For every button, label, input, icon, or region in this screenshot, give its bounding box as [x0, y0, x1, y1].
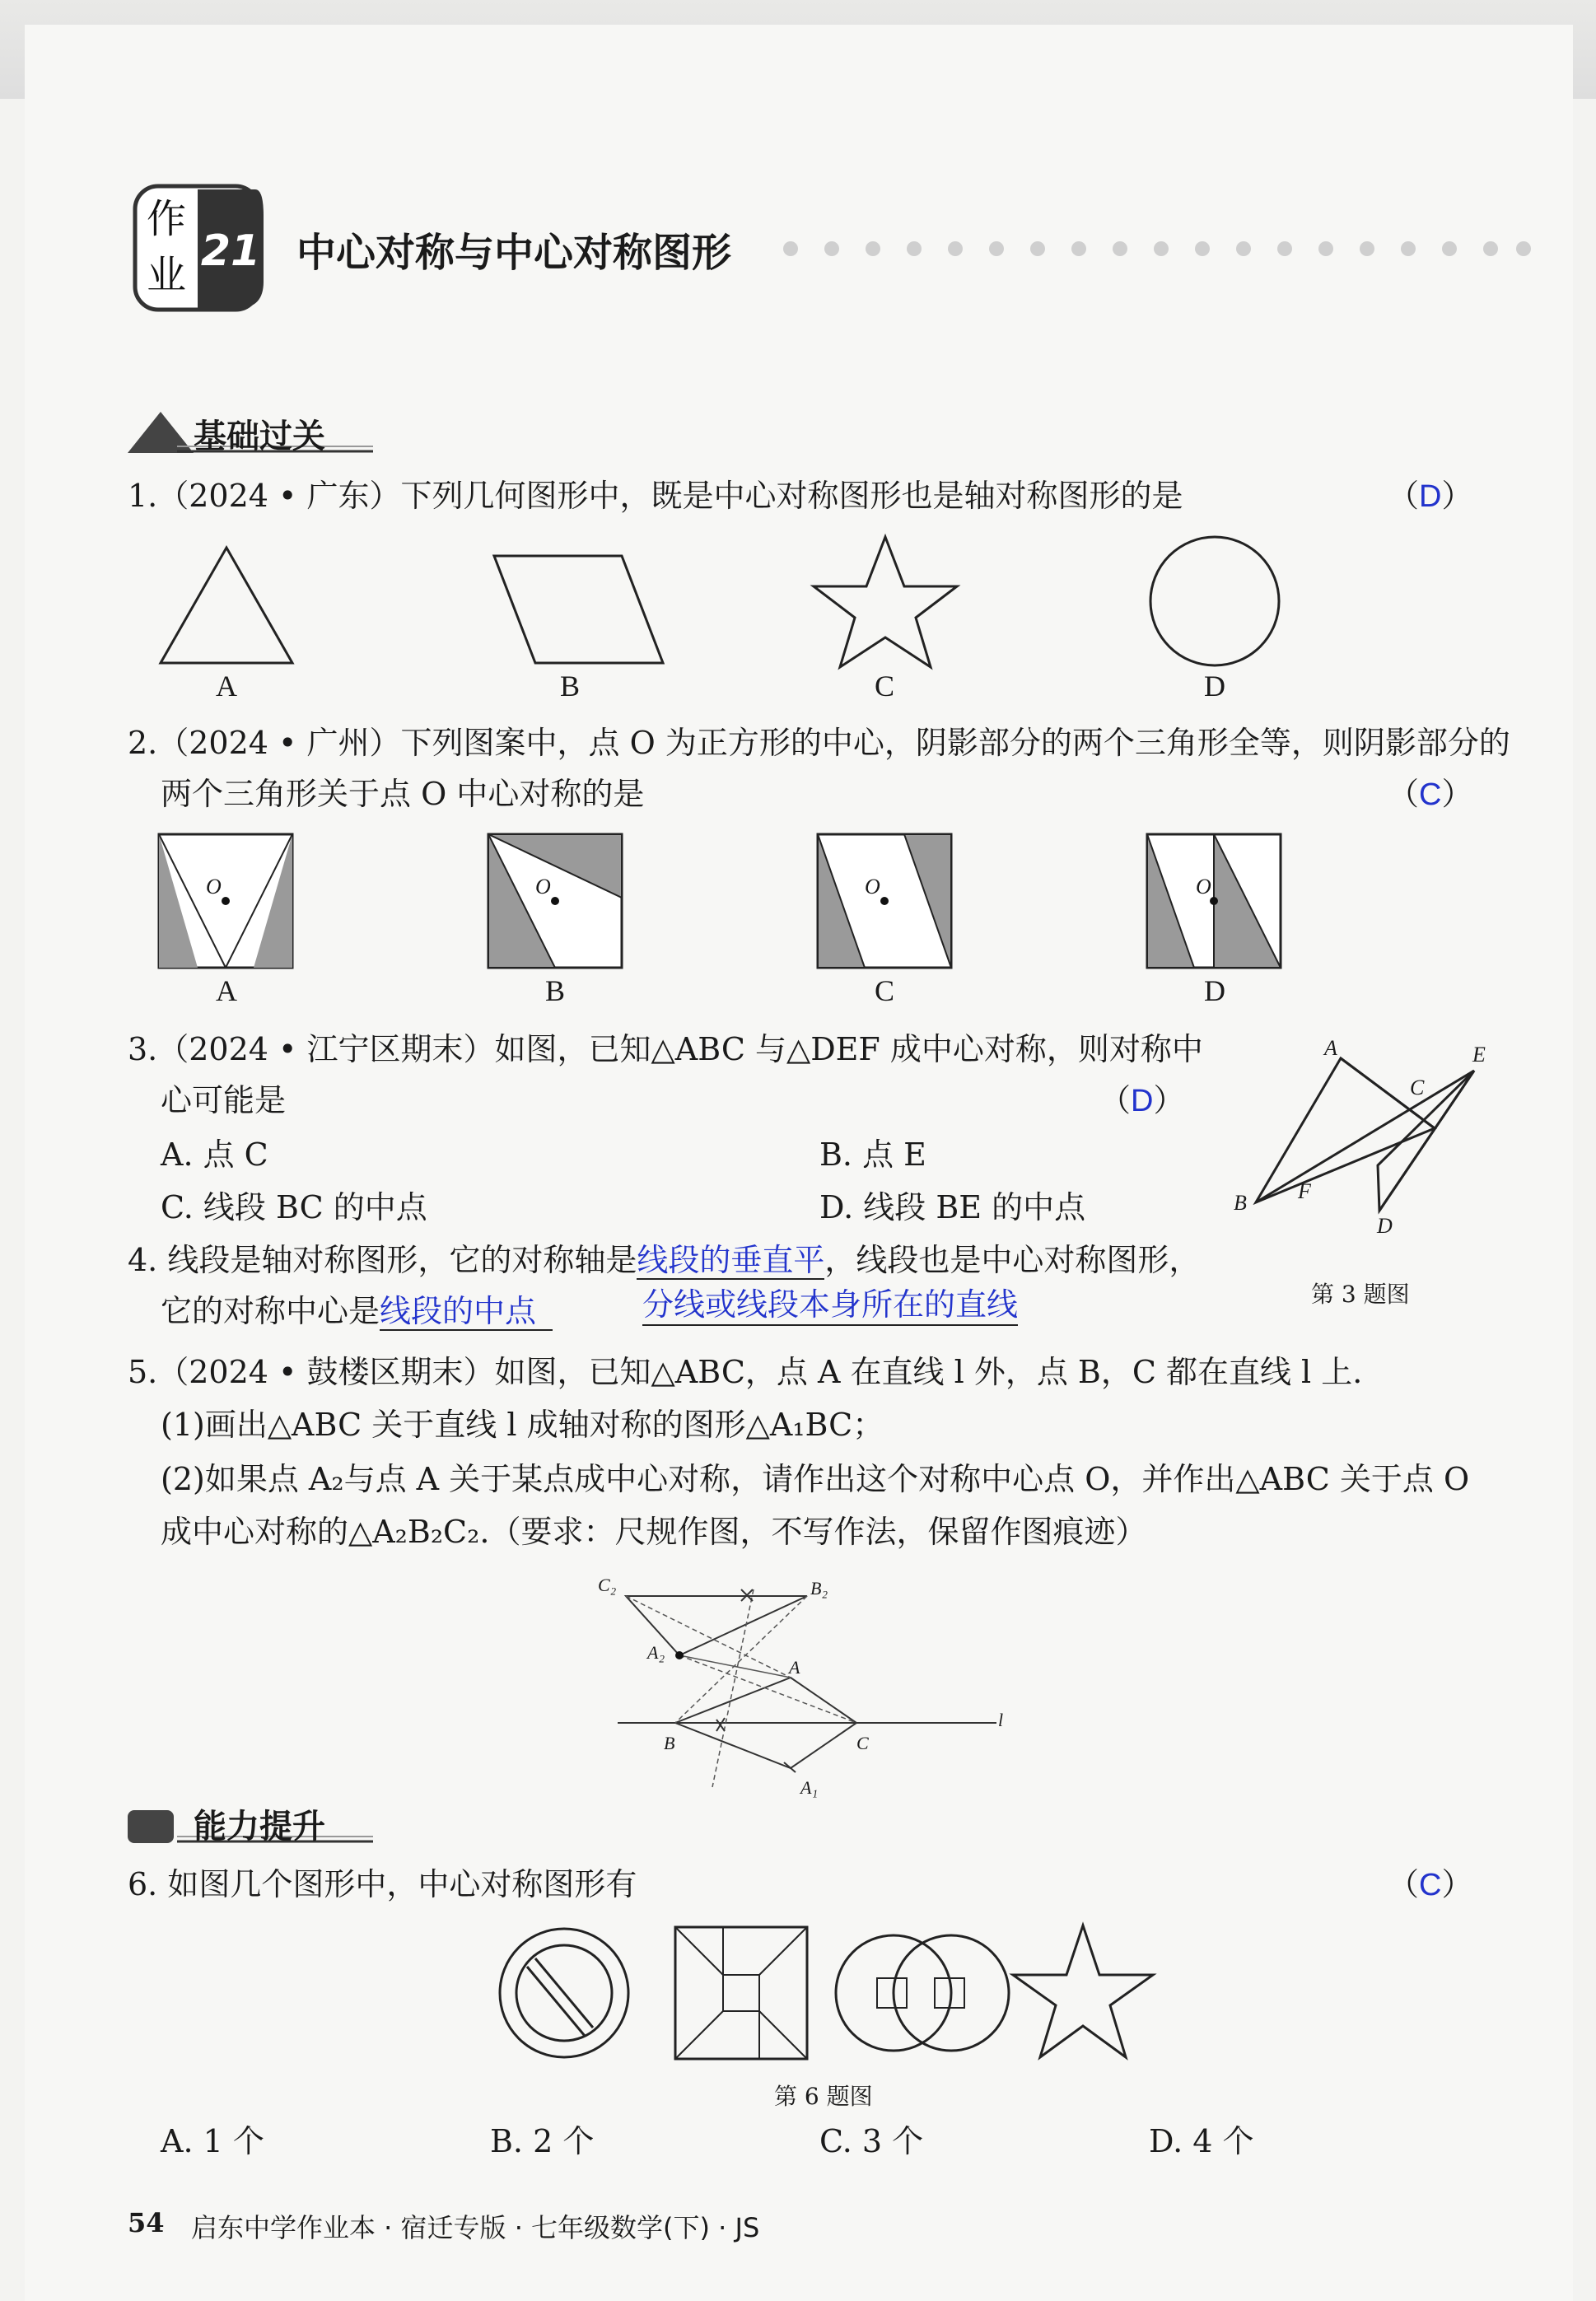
q2-fig-b — [488, 834, 622, 968]
footer-book: 启东中学作业本 · 宿迁专版 · 七年级数学(下) · JS — [191, 2212, 760, 2243]
badge — [132, 183, 272, 315]
q3-figure — [1219, 1029, 1499, 1235]
q6-figures — [486, 1919, 1161, 2067]
q3-label-c: C — [1410, 1076, 1425, 1099]
triangle-shape — [161, 548, 292, 663]
q3-answer-paren — [1099, 1080, 1184, 1121]
q3-label-a: A — [1324, 1036, 1337, 1060]
section-basic: 基础过关 — [194, 418, 325, 455]
q5-label-c: C — [856, 1733, 869, 1753]
q5-line2: (1)画出△ABC 关于直线 l 成轴对称的图形△A₁BC； — [161, 1407, 884, 1443]
q4-fill1: 线段的垂直平 — [637, 1242, 825, 1278]
q6-opt-c: C. 3 个 — [819, 2123, 924, 2159]
q6-text: 6. 如图几个图形中，中心对称图形有 — [128, 1866, 637, 1902]
q4-line2 — [161, 1291, 553, 1331]
q6-opt-a: A. 1 个 — [161, 2123, 264, 2159]
badge-number: 21 — [200, 226, 261, 276]
q3-opt-a: A. 点 C — [161, 1136, 268, 1173]
q2-line2: 两个三角形关于点 O 中心对称的是 — [161, 776, 645, 812]
paren-close: ） — [1441, 1866, 1473, 1902]
q2-figures — [156, 832, 1309, 972]
q2-fig-d — [1147, 834, 1281, 968]
q1-figures — [148, 527, 1301, 675]
q2-opt-d: D — [1204, 974, 1225, 1007]
q6-answer: C — [1419, 1868, 1442, 1902]
q2-answer: C — [1419, 777, 1442, 812]
q2-point-b: O — [535, 875, 551, 898]
q1-opt-a: A — [216, 670, 237, 702]
page-number: 54 — [128, 2207, 165, 2238]
paren-close: ） — [1153, 1082, 1185, 1118]
paren-open: （ — [1388, 776, 1420, 812]
q5-label-a1: A₁ — [800, 1777, 819, 1798]
q4-fill2: 线段的中点 — [380, 1293, 553, 1331]
q1-text: 1.（2024 • 广东）下列几何图形中，既是中心对称图形也是轴对称图形的是 — [128, 478, 1183, 514]
circle-shape — [1150, 537, 1279, 665]
q6-fig-pinwheel — [675, 1927, 807, 2059]
q1-answer: D — [1419, 479, 1442, 514]
q6-opt-b: B. 2 个 — [490, 2123, 595, 2159]
q6-fig-coins — [836, 1935, 1009, 2051]
parallelogram-shape — [494, 556, 663, 663]
q3-line2: 心可能是 — [161, 1082, 287, 1118]
q4-fill1b: 分线或线段本身所在的直线 — [642, 1285, 1018, 1326]
paren-close: ） — [1441, 478, 1473, 514]
star-shape — [814, 537, 957, 667]
q4-part3: 它的对称中心是 — [161, 1293, 380, 1329]
q2-point-d: O — [1196, 875, 1211, 898]
badge-shape — [132, 183, 272, 315]
q5-line3: (2)如果点 A₂与点 A 关于某点成中心对称，请作出这个对称中心点 O，并作出△ABC 关于点 O — [161, 1461, 1470, 1497]
q2-opt-b: B — [545, 974, 566, 1007]
badge-top: 作 — [147, 196, 187, 242]
q6-opt-d: D. 4 个 — [1149, 2123, 1254, 2159]
q6-fig-noentry — [500, 1929, 628, 2057]
q1-opt-d: D — [1204, 670, 1225, 702]
q5-label-b: B — [664, 1733, 675, 1753]
q1-opt-b: B — [560, 670, 581, 702]
paren-close: ） — [1441, 776, 1473, 812]
q3-label-d: D — [1377, 1214, 1393, 1238]
title-dots — [782, 239, 1540, 259]
q3-label-f: F — [1298, 1179, 1311, 1203]
q3-opt-c: C. 线段 BC 的中点 — [161, 1189, 427, 1225]
q5-label-a: A — [789, 1657, 800, 1678]
q6-caption: 第 6 题图 — [774, 2083, 873, 2110]
q4-part1: 4. 线段是轴对称图形，它的对称轴是 — [128, 1242, 637, 1278]
q3-opt-d: D. 线段 BE 的中点 — [819, 1189, 1086, 1225]
q1-answer-paren — [1388, 476, 1472, 516]
q3-label-b: B — [1234, 1191, 1247, 1215]
q2-line1: 2.（2024 • 广州）下列图案中，点 O 为正方形的中心，阴影部分的两个三角形全等，则阴影部分的 — [128, 725, 1510, 761]
q3-label-e: E — [1472, 1043, 1486, 1066]
q5-line4: 成中心对称的△A₂B₂C₂.（要求：尺规作图，不写作法，保留作图痕迹） — [161, 1514, 1147, 1550]
q3-line1: 3.（2024 • 江宁区期末）如图，已知△ABC 与△DEF 成中心对称，则对称中 — [128, 1031, 1203, 1067]
q3-opt-b: B. 点 E — [819, 1136, 926, 1173]
q2-fig-a — [159, 834, 292, 968]
q6-fig-star — [1013, 1925, 1153, 2057]
q2-fig-c — [818, 834, 951, 968]
q1-opt-c: C — [875, 670, 895, 702]
badge-bottom: 业 — [147, 252, 187, 298]
q4-line1 — [128, 1240, 1200, 1280]
q5-label-a2: A₂ — [647, 1642, 665, 1663]
q2-opt-a: A — [216, 974, 237, 1007]
q4-part2: ，线段也是中心对称图形， — [824, 1242, 1201, 1278]
q5-label-c2: C₂ — [598, 1575, 617, 1595]
q3-answer: D — [1131, 1084, 1154, 1118]
section-ability: 能力提升 — [194, 1808, 325, 1846]
q2-point-c: O — [865, 875, 880, 898]
q5-label-b2: B₂ — [810, 1578, 828, 1599]
q2-point-a: O — [206, 875, 222, 898]
q2-opt-c: C — [875, 974, 895, 1007]
paren-open: （ — [1388, 1866, 1420, 1902]
q2-answer-paren — [1388, 774, 1472, 814]
page-title: 中心对称与中心对称图形 — [296, 230, 732, 276]
q3-caption: 第 3 题图 — [1311, 1281, 1410, 1308]
paren-open: （ — [1099, 1082, 1132, 1118]
q5-line1: 5.（2024 • 鼓楼区期末）如图，已知△ABC，点 A 在直线 l 外，点 B，C 都在直线 l 上. — [128, 1354, 1363, 1390]
q6-answer-paren — [1388, 1865, 1472, 1905]
paren-open: （ — [1388, 478, 1420, 514]
q5-label-l: l — [998, 1710, 1004, 1730]
